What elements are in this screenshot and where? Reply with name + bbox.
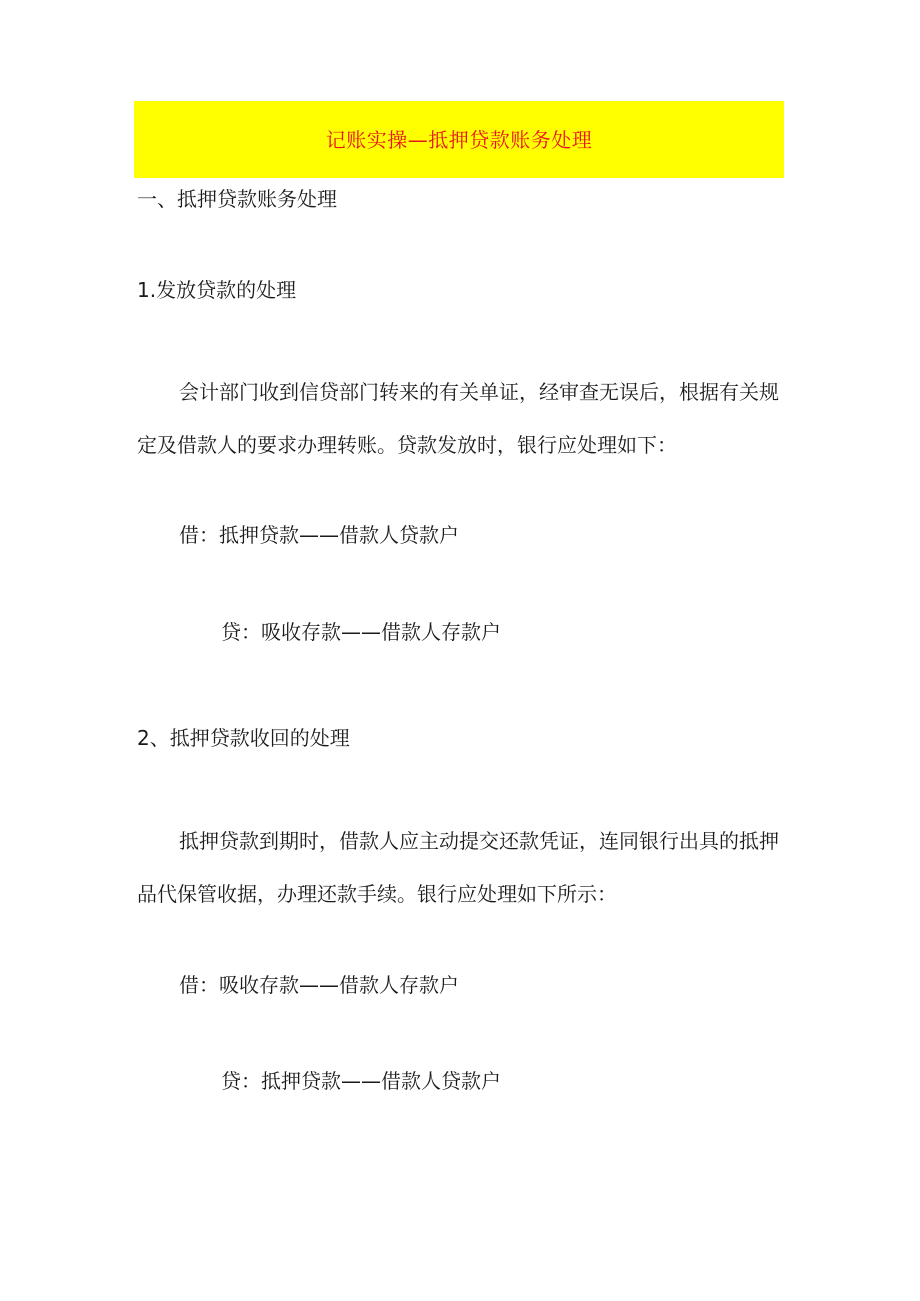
subsection-1-paragraph: 会计部门收到信贷部门转来的有关单证，经审查无误后，根据有关规定及借款人的要求办理转账。贷款发放时，银行应处理如下：	[137, 380, 779, 457]
subsection-1-heading: 1.发放贷款的处理	[137, 278, 297, 302]
document-title: 记账实操—抵押贷款账务处理	[325, 127, 593, 152]
subsection-2-paragraph: 抵押贷款到期时，借款人应主动提交还款凭证，连同银行出具的抵押品代保管收据，办理还款手续。银行应处理如下所示：	[137, 829, 779, 906]
subsection-1-debit-entry: 借：抵押贷款——借款人贷款户	[179, 523, 459, 547]
title-banner	[134, 101, 784, 178]
subsection-1-credit-entry: 贷：吸收存款——借款人存款户	[221, 620, 501, 644]
subsection-2-debit-entry: 借：吸收存款——借款人存款户	[179, 973, 459, 997]
subsection-2-heading: 2、抵押贷款收回的处理	[137, 726, 350, 750]
section-heading: 一、抵押贷款账务处理	[137, 187, 337, 211]
subsection-2-credit-entry: 贷：抵押贷款——借款人贷款户	[221, 1069, 501, 1093]
